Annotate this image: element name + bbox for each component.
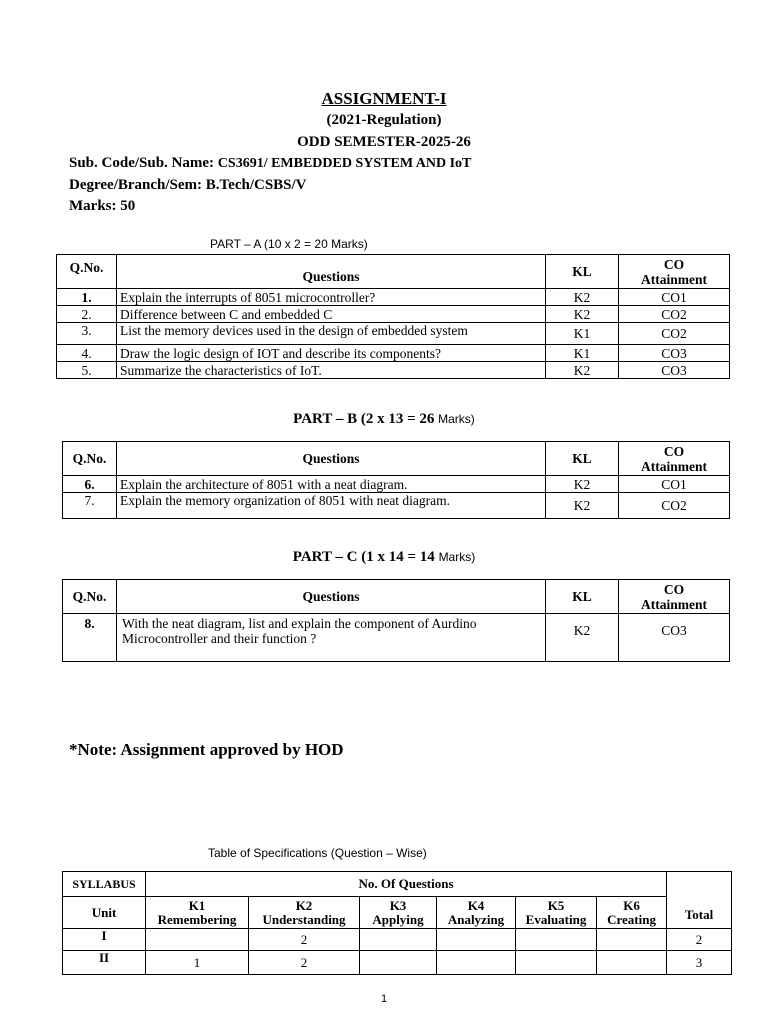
spec-header-row-1 (63, 872, 732, 897)
k5-cell (516, 929, 597, 951)
co-cell: CO2 (619, 493, 730, 519)
questions-header: Questions (117, 255, 546, 289)
co-cell: CO3 (619, 345, 730, 362)
qno-cell: 6. (63, 476, 117, 493)
table-row (63, 493, 730, 519)
level-name: Applying (372, 911, 424, 927)
spec-row (63, 929, 732, 951)
kl-header: KL (546, 580, 619, 614)
co-header (619, 255, 730, 289)
part-c-heading-main: PART – C (1 x 14 = 14 (292, 549, 435, 565)
spec-header-row-2 (63, 897, 732, 929)
degree-line (69, 177, 307, 194)
subject-line (69, 155, 471, 172)
question-cell: Draw the logic design of IOT and describe its components? (117, 345, 546, 362)
table-row (57, 289, 730, 306)
k1-cell (146, 929, 249, 951)
level-name: Analyzing (447, 911, 505, 927)
level-header-k4 (437, 897, 516, 929)
question-cell: Difference between C and embedded C (117, 306, 546, 323)
kl-cell: K2 (546, 614, 619, 662)
semester-line: ODD SEMESTER-2025-26 (297, 134, 471, 150)
syllabus-header: SYLLABUS (63, 872, 146, 897)
co-cell: CO1 (619, 476, 730, 493)
question-cell: Explain the memory organization of 8051 with neat diagram. (117, 493, 546, 519)
part-b-heading-main: PART – B (2 x 13 = 26 (293, 411, 435, 427)
table-header-row (63, 580, 730, 614)
table-row (57, 345, 730, 362)
qno-cell: 4. (57, 345, 117, 362)
level-header-k3 (360, 897, 437, 929)
qno-cell: 3. (57, 323, 117, 345)
no-of-questions-header: No. Of Questions (146, 872, 667, 897)
question-cell: Summarize the characteristics of IoT. (117, 362, 546, 379)
total-cell: 3 (667, 951, 732, 975)
qno-header: Q.No. (63, 442, 117, 476)
table-row (63, 476, 730, 493)
co-header-line1: CO (663, 443, 685, 459)
subject-value: CS3691/ EMBEDDED SYSTEM AND IoT (217, 156, 472, 171)
kl-header: KL (546, 255, 619, 289)
part-c-heading-suffix: Marks) (438, 550, 476, 564)
part-a-table (56, 254, 730, 379)
spec-table-caption: Table of Specifications (Question – Wise) (208, 846, 427, 860)
kl-cell: K1 (546, 345, 619, 362)
part-b-table (62, 441, 730, 519)
regulation-line: (2021-Regulation) (326, 112, 442, 128)
co-header-line1: CO (663, 581, 685, 597)
co-cell: CO1 (619, 289, 730, 306)
unit-cell: I (63, 929, 146, 951)
qno-header: Q.No. (63, 580, 117, 614)
k4-cell (437, 951, 516, 975)
level-name: Creating (607, 911, 656, 927)
subject-label: Sub. Code/Sub. Name: (69, 155, 215, 171)
k4-cell (437, 929, 516, 951)
question-cell: Explain the interrupts of 8051 microcontroller? (117, 289, 546, 306)
level-code: K4 (467, 897, 485, 913)
question-cell: Explain the architecture of 8051 with a neat diagram. (117, 476, 546, 493)
kl-cell: K2 (546, 306, 619, 323)
level-header-k2 (249, 897, 360, 929)
qno-cell: 7. (63, 493, 117, 519)
co-header (619, 580, 730, 614)
co-header-line2: Attainment (641, 458, 707, 474)
qno-cell: 1. (57, 289, 117, 306)
question-cell: List the memory devices used in the design of embedded system (117, 323, 546, 345)
approval-note: *Note: Assignment approved by HOD (69, 740, 344, 759)
table-row (57, 362, 730, 379)
kl-header: KL (546, 442, 619, 476)
table-header-row (57, 255, 730, 289)
part-a-heading: PART – A (10 x 2 = 20 Marks) (210, 237, 368, 251)
questions-header: Questions (117, 442, 546, 476)
co-cell: CO2 (619, 306, 730, 323)
level-name: Remembering (157, 911, 237, 927)
page-number: 1 (380, 993, 388, 1005)
marks-line: Marks: 50 (69, 198, 136, 214)
level-code: K6 (623, 897, 640, 913)
k6-cell (597, 951, 667, 975)
co-header (619, 442, 730, 476)
k2-cell: 2 (249, 951, 360, 975)
level-header-k1 (146, 897, 249, 929)
co-header-line2: Attainment (641, 271, 707, 287)
co-cell: CO3 (619, 614, 730, 662)
k1-cell: 1 (146, 951, 249, 975)
level-header-k5 (516, 897, 597, 929)
unit-header: Unit (63, 897, 146, 929)
spec-row (63, 951, 732, 975)
level-name: Evaluating (525, 911, 587, 927)
table-row (57, 323, 730, 345)
qno-header: Q.No. (57, 255, 117, 289)
kl-cell: K2 (546, 362, 619, 379)
kl-cell: K2 (546, 289, 619, 306)
spec-table (62, 871, 732, 975)
k2-cell: 2 (249, 929, 360, 951)
kl-cell: K1 (546, 323, 619, 345)
degree-label: Degree/Branch/Sem (69, 177, 198, 193)
qno-cell: 8. (63, 614, 117, 662)
k3-cell (360, 929, 437, 951)
total-header: Total (667, 872, 732, 929)
k5-cell (516, 951, 597, 975)
part-b-heading-suffix: Marks) (438, 412, 475, 426)
co-header-line1: CO (663, 256, 685, 272)
table-header-row (63, 442, 730, 476)
kl-cell: K2 (546, 493, 619, 519)
questions-header: Questions (117, 580, 546, 614)
question-cell: With the neat diagram, list and explain the component of Aurdino Microcontroller and their function ? (117, 614, 546, 662)
level-code: K2 (295, 897, 313, 913)
total-cell: 2 (667, 929, 732, 951)
level-code: K5 (547, 897, 565, 913)
table-row (63, 614, 730, 662)
level-code: K1 (188, 897, 206, 913)
level-name: Understanding (262, 911, 346, 927)
part-b-heading (0, 411, 768, 428)
k6-cell (597, 929, 667, 951)
part-c-heading (0, 549, 768, 566)
part-c-table (62, 579, 730, 662)
co-cell: CO3 (619, 362, 730, 379)
table-row (57, 306, 730, 323)
unit-cell: II (63, 951, 146, 975)
qno-cell: 5. (57, 362, 117, 379)
co-cell: CO2 (619, 323, 730, 345)
kl-cell: K2 (546, 476, 619, 493)
document-title: ASSIGNMENT-I (321, 89, 447, 108)
level-header-k6 (597, 897, 667, 929)
qno-cell: 2. (57, 306, 117, 323)
level-code: K3 (389, 897, 407, 913)
k3-cell (360, 951, 437, 975)
degree-value: : B.Tech/CSBS/V (197, 177, 307, 193)
co-header-line2: Attainment (641, 596, 707, 612)
